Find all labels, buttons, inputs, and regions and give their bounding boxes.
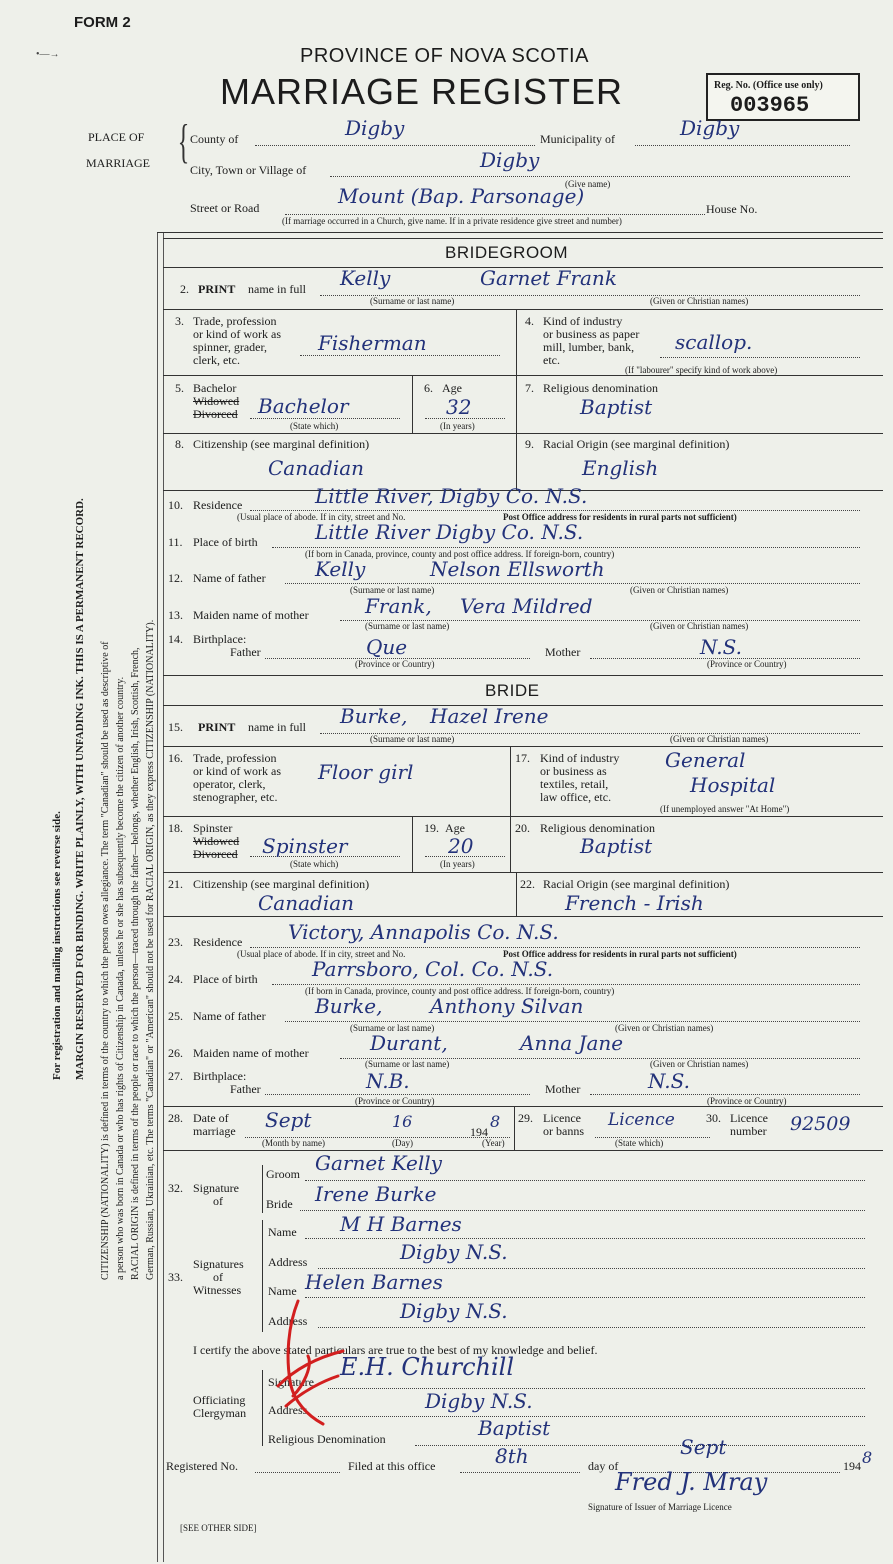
- f21-label: Citizenship (see marginal definition): [193, 877, 370, 891]
- denom-label: Religious Denomination: [268, 1432, 386, 1446]
- f7-num: 7.: [525, 381, 534, 395]
- clergy-sig-label: Signature: [268, 1375, 314, 1389]
- arrow-mark-icon: •—→: [36, 49, 60, 60]
- day-of-label: day of: [588, 1459, 619, 1473]
- licence-number: 92509: [790, 1113, 851, 1135]
- f28-l1: Date of: [193, 1111, 229, 1125]
- f10-num: 10.: [168, 498, 183, 512]
- f27-prov-note-b: (Province or Country): [707, 1096, 787, 1106]
- f20-num: 20.: [515, 821, 530, 835]
- w2-address-label: Address: [268, 1314, 308, 1328]
- f26-num: 26.: [168, 1046, 183, 1060]
- f4-num: 4.: [525, 314, 534, 328]
- f10-label: Residence: [193, 498, 243, 512]
- bride-religion: Baptist: [580, 834, 653, 858]
- groom-occupation: Fisherman: [318, 331, 427, 355]
- f24-note: (If born in Canada, province, county and post office address. If foreign-born, country): [305, 986, 615, 996]
- f24-num: 24.: [168, 972, 183, 986]
- form-number: FORM 2: [74, 14, 131, 31]
- surname-note: (Surname or last name): [370, 296, 455, 306]
- bride-marital-status: Spinster: [262, 834, 348, 858]
- f14-father-label: Father: [230, 645, 261, 659]
- f26-label: Maiden name of mother: [193, 1046, 309, 1060]
- f19-num: 19.: [424, 821, 439, 835]
- year-note: (Year): [482, 1138, 505, 1148]
- groom-citizenship: Canadian: [268, 456, 365, 480]
- f3-l2: or kind of work as: [193, 327, 281, 341]
- f24-label: Place of birth: [193, 972, 258, 986]
- f30-num: 30.: [706, 1111, 721, 1125]
- filed-label: Filed at this office: [348, 1459, 436, 1473]
- filed-year: 8: [862, 1448, 873, 1467]
- margin-line-5: RACIAL ORIGIN is defined in terms of the people or race to which the person—traced through the father—belongs, whether English, Irish, Scottish, French,: [130, 647, 141, 1280]
- f23-label: Residence: [193, 935, 243, 949]
- margin-line-3: CITIZENSHIP (NATIONALITY) is defined in terms of the country to which the person owes allegiance. The term "Canadian" should be used as descriptive of: [100, 641, 111, 1280]
- f33-l1: Signatures: [193, 1257, 244, 1271]
- place-heading-2: MARRIAGE: [86, 156, 151, 170]
- f4-l2: or business as paper: [543, 327, 640, 341]
- w2-name-label: Name: [268, 1284, 297, 1298]
- bride-father-birthplace: N.B.: [366, 1069, 410, 1093]
- brace-icon: {: [177, 115, 190, 168]
- f5-l2: Widowed: [193, 394, 240, 408]
- f9-num: 9.: [525, 437, 534, 451]
- groom-racial-origin: English: [582, 456, 659, 480]
- filed-year-print: 194: [843, 1459, 861, 1473]
- groom-father-given: Nelson Ellsworth: [430, 557, 605, 581]
- f8-label: Citizenship (see marginal definition): [193, 437, 370, 451]
- w1-name-label: Name: [268, 1225, 297, 1239]
- groom-sig-label: Groom: [266, 1167, 300, 1181]
- f12-surname-note: (Surname or last name): [350, 585, 435, 595]
- clergy-address: Digby N.S.: [425, 1389, 533, 1413]
- f14-num: 14.: [168, 632, 183, 646]
- f18-num: 18.: [168, 821, 183, 835]
- f14-prov-note-b: (Province or Country): [707, 659, 787, 669]
- bride-racial-origin: French - Irish: [565, 891, 704, 915]
- f15-label: name in full: [248, 720, 306, 734]
- street-value: Mount (Bap. Parsonage): [338, 184, 585, 208]
- f16-l2: or kind of work as: [193, 764, 281, 778]
- marriage-month: Sept: [265, 1108, 312, 1132]
- f27-num: 27.: [168, 1069, 183, 1083]
- issuer-label: Signature of Issuer of Marriage Licence: [588, 1502, 732, 1512]
- f17-l4: law office, etc.: [540, 790, 612, 804]
- f5-l3: Divorced: [193, 407, 238, 421]
- bride-industry-1: General: [665, 748, 746, 772]
- clergy-denomination: Baptist: [478, 1416, 551, 1440]
- f33-l3: Witnesses: [193, 1283, 242, 1297]
- county-value: Digby: [345, 116, 405, 140]
- f12-label: Name of father: [193, 571, 266, 585]
- f7-label: Religious denomination: [543, 381, 658, 395]
- f6-label: Age: [442, 381, 462, 395]
- f17-l1: Kind of industry: [540, 751, 620, 765]
- f17-num: 17.: [515, 751, 530, 765]
- f20-label: Religious denomination: [540, 821, 655, 835]
- bride-sig-label: Bride: [266, 1197, 293, 1211]
- given-note: (Given or Christian names): [650, 296, 749, 306]
- street-label: Street or Road: [190, 201, 260, 215]
- f32-l1: Signature: [193, 1181, 239, 1195]
- groom-birthplace: Little River Digby Co. N.S.: [315, 520, 584, 544]
- bride-father-given: Anthony Silvan: [430, 994, 584, 1018]
- f5-l1: Bachelor: [193, 381, 237, 395]
- registered-label: Registered No.: [166, 1459, 238, 1473]
- bride-birthplace: Parrsboro, Col. Co. N.S.: [312, 957, 554, 981]
- f12-num: 12.: [168, 571, 183, 585]
- f11-note: (If born in Canada, province, county and post office address. If foreign-born, country): [305, 549, 615, 559]
- groom-father-birthplace: Que: [366, 635, 408, 659]
- f33-l2: of: [213, 1270, 223, 1284]
- street-note: (If marriage occurred in a Church, give name. If in a private residence give street and number): [282, 216, 622, 226]
- f16-l4: stenographer, etc.: [193, 790, 278, 804]
- municipality-value: Digby: [680, 116, 740, 140]
- f29-state-note: (State which): [615, 1138, 664, 1148]
- f3-l4: clerk, etc.: [193, 353, 240, 367]
- groom-mother-birthplace: N.S.: [700, 635, 742, 659]
- f15-given-note: (Given or Christian names): [670, 734, 769, 744]
- f13-label: Maiden name of mother: [193, 608, 309, 622]
- house-label: House No.: [706, 202, 758, 216]
- f4-l4: etc.: [543, 353, 560, 367]
- f16-num: 16.: [168, 751, 183, 765]
- f13-num: 13.: [168, 608, 183, 622]
- margin-line-2: MARGIN RESERVED FOR BINDING. WRITE PLAINLY, WITH UNFADING INK. THIS IS A PERMANENT RECORD.: [74, 498, 86, 1080]
- f18-l2: Widowed: [193, 834, 240, 848]
- f29-num: 29.: [518, 1111, 533, 1125]
- f23-num: 23.: [168, 935, 183, 949]
- f17-l2: or business as: [540, 764, 607, 778]
- f29-l1: Licence: [543, 1111, 581, 1125]
- red-mark-icon: [268, 1296, 348, 1431]
- bride-citizenship: Canadian: [258, 891, 355, 915]
- f22-label: Racial Origin (see marginal definition): [543, 877, 730, 891]
- f16-l3: operator, clerk,: [193, 777, 266, 791]
- bride-mother-given: Anna Jane: [520, 1031, 624, 1055]
- f10-note-a: (Usual place of abode. If in city, street and No.: [237, 512, 406, 522]
- f13-given-note: (Given or Christian names): [650, 621, 749, 631]
- f16-l1: Trade, profession: [193, 751, 277, 765]
- reg-number-box: [706, 73, 860, 121]
- give-name-note: (Give name): [565, 179, 611, 189]
- f12-given-note: (Given or Christian names): [630, 585, 729, 595]
- filed-day: 8th: [495, 1444, 529, 1468]
- f25-label: Name of father: [193, 1009, 266, 1023]
- f29-l2: or banns: [543, 1124, 584, 1138]
- f15-print: PRINT: [198, 720, 236, 734]
- in-years-note: (In years): [440, 421, 475, 431]
- f3-l1: Trade, profession: [193, 314, 277, 328]
- groom-father-surname: Kelly: [315, 557, 366, 581]
- bride-occupation: Floor girl: [318, 760, 414, 784]
- f22-num: 22.: [520, 877, 535, 891]
- f8-num: 8.: [175, 437, 184, 451]
- bride-age: 20: [448, 834, 474, 858]
- w1-address-label: Address: [268, 1255, 308, 1269]
- groom-religion: Baptist: [580, 395, 653, 419]
- clergy-signature: E.H. Churchill: [340, 1353, 515, 1381]
- month-note: (Month by name): [262, 1138, 325, 1148]
- licence-or-banns: Licence: [608, 1110, 675, 1130]
- f33-num: 33.: [168, 1270, 183, 1284]
- bride-mother-surname: Durant,: [370, 1031, 448, 1055]
- issuer-signature: Fred J. Mray: [615, 1468, 768, 1496]
- f15-surname-note: (Surname or last name): [370, 734, 455, 744]
- f18-l1: Spinster: [193, 821, 233, 835]
- place-heading-1: PLACE OF: [88, 130, 145, 144]
- f4-l1: Kind of industry: [543, 314, 623, 328]
- f28-l2: marriage: [193, 1124, 236, 1138]
- filed-month: Sept: [680, 1435, 727, 1459]
- f18-l3: Divorced: [193, 847, 238, 861]
- bride-given: Hazel Irene: [430, 704, 549, 728]
- f2-print: PRINT: [198, 282, 236, 296]
- f14-mother-label: Mother: [545, 645, 581, 659]
- bride-father-surname: Burke,: [315, 994, 383, 1018]
- f17-note: (If unemployed answer "At Home"): [660, 804, 790, 814]
- day-note: (Day): [392, 1138, 413, 1148]
- marriage-year-print: 194: [470, 1125, 488, 1139]
- county-label: County of: [190, 132, 239, 146]
- groom-industry: scallop.: [675, 330, 753, 354]
- reg-number: 003965: [730, 93, 810, 118]
- f27-mother-label: Mother: [545, 1082, 581, 1096]
- f4-l3: mill, lumber, bank,: [543, 340, 635, 354]
- groom-mother-surname: Frank,: [365, 594, 432, 618]
- f30-l1: Licence: [730, 1111, 768, 1125]
- f9-label: Racial Origin (see marginal definition): [543, 437, 730, 451]
- f18-state-note: (State which): [290, 859, 339, 869]
- marriage-year: 8: [490, 1112, 501, 1131]
- bride-industry-2: Hospital: [690, 773, 776, 797]
- f19-label: Age: [445, 821, 465, 835]
- groom-surname: Kelly: [340, 266, 391, 290]
- f2-label: name in full: [248, 282, 306, 296]
- city-value: Digby: [480, 148, 540, 172]
- f11-label: Place of birth: [193, 535, 258, 549]
- f30-l2: number: [730, 1124, 767, 1138]
- witness-2-address: Digby N.S.: [400, 1299, 508, 1323]
- reg-label: Reg. No. (Office use only): [714, 80, 823, 91]
- groom-given: Garnet Frank: [480, 266, 617, 290]
- f25-given-note: (Given or Christian names): [615, 1023, 714, 1033]
- clergy-address-label: Address: [268, 1403, 308, 1417]
- f14-label: Birthplace:: [193, 632, 247, 646]
- f26-surname-note: (Surname or last name): [365, 1059, 450, 1069]
- f27-father-label: Father: [230, 1082, 261, 1096]
- bride-signature: Irene Burke: [315, 1182, 437, 1206]
- margin-line-6: German, Russian, Ukrainian, etc. The terms "Canadian" or "American" should not be used for RACIAL ORIGIN, as they express CITIZENSHIP (NATIONALITY).: [145, 619, 156, 1280]
- f2-num: 2.: [180, 282, 189, 296]
- bride-heading: BRIDE: [485, 681, 540, 700]
- municipality-label: Municipality of: [540, 132, 615, 146]
- f14-prov-note-a: (Province or Country): [355, 659, 435, 669]
- state-which-note: (State which): [290, 421, 339, 431]
- f23-note-b: Post Office address for residents in rural parts not sufficient): [503, 949, 737, 959]
- see-other-side: [SEE OTHER SIDE]: [180, 1523, 257, 1533]
- f11-num: 11.: [168, 535, 183, 549]
- f21-num: 21.: [168, 877, 183, 891]
- margin-instructions: [50, 280, 158, 1280]
- f25-surname-note: (Surname or last name): [350, 1023, 435, 1033]
- f19-years-note: (In years): [440, 859, 475, 869]
- f27-label: Birthplace:: [193, 1069, 247, 1083]
- marriage-day: 16: [392, 1112, 413, 1131]
- bridegroom-heading: BRIDEGROOM: [445, 243, 569, 262]
- f27-prov-note-a: (Province or Country): [355, 1096, 435, 1106]
- clergy-l2: Clergyman: [193, 1406, 247, 1420]
- f32-l2: of: [213, 1194, 223, 1208]
- f10-note-b: Post Office address for residents in rural parts not sufficient): [503, 512, 737, 522]
- witness-1-address: Digby N.S.: [400, 1240, 508, 1264]
- groom-signature: Garnet Kelly: [315, 1151, 442, 1175]
- groom-mother-given: Vera Mildred: [460, 594, 593, 618]
- province-heading: PROVINCE OF NOVA SCOTIA: [300, 45, 589, 67]
- bride-mother-birthplace: N.S.: [648, 1069, 690, 1093]
- f15-num: 15.: [168, 720, 183, 734]
- f32-num: 32.: [168, 1181, 183, 1195]
- f25-num: 25.: [168, 1009, 183, 1023]
- groom-residence: Little River, Digby Co. N.S.: [315, 484, 588, 508]
- bride-residence: Victory, Annapolis Co. N.S.: [288, 920, 559, 944]
- groom-age: 32: [446, 395, 472, 419]
- groom-marital-status: Bachelor: [258, 394, 349, 418]
- margin-line-4: a person who was born in Canada or who has rights of Citizenship in Canada, unless he or she has subsequently become the citizen of another country.: [115, 676, 126, 1280]
- f23-note-a: (Usual place of abode. If in city, street and No.: [237, 949, 406, 959]
- f26-given-note: (Given or Christian names): [650, 1059, 749, 1069]
- clergy-l1: Officiating: [193, 1393, 246, 1407]
- f13-surname-note: (Surname or last name): [365, 621, 450, 631]
- page-title: MARRIAGE REGISTER: [220, 71, 624, 112]
- f3-num: 3.: [175, 314, 184, 328]
- f4-note: (If "labourer" specify kind of work above): [625, 365, 778, 375]
- city-label: City, Town or Village of: [190, 163, 307, 177]
- witness-2-name: Helen Barnes: [305, 1270, 443, 1294]
- margin-line-1: For registration and mailing instructions see reverse side.: [51, 811, 63, 1080]
- bride-surname: Burke,: [340, 704, 408, 728]
- f17-l3: textiles, retail,: [540, 777, 609, 791]
- f6-num: 6.: [424, 381, 433, 395]
- witness-1-name: M H Barnes: [340, 1212, 462, 1236]
- f5-num: 5.: [175, 381, 184, 395]
- f3-l3: spinner, grader,: [193, 340, 268, 354]
- certify-text: I certify the above stated particulars are true to the best of my knowledge and belief.: [193, 1343, 598, 1357]
- f28-num: 28.: [168, 1111, 183, 1125]
